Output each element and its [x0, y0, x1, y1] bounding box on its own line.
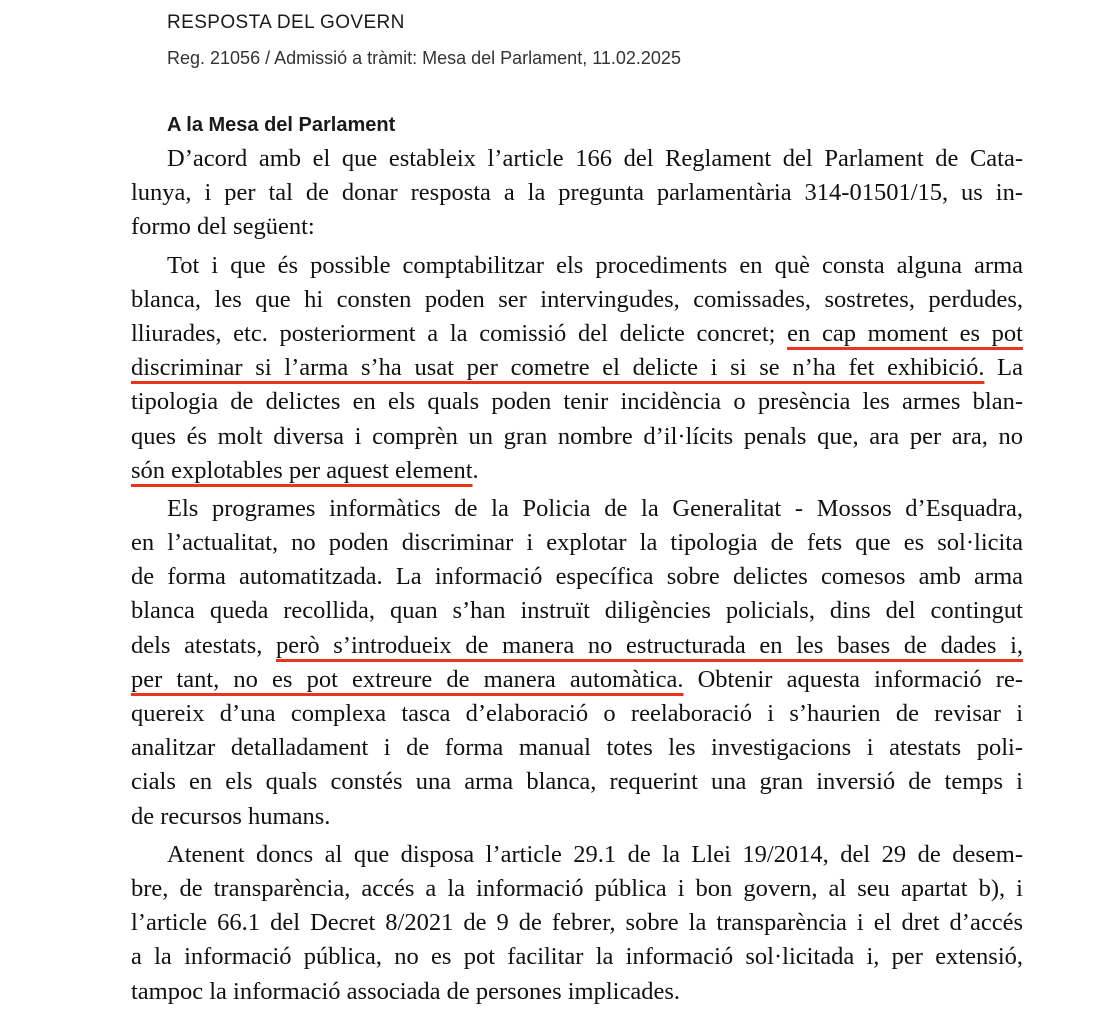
highlighted-text: en cap moment es pot [787, 319, 1023, 347]
paragraph-1 [131, 142, 1023, 245]
text-line [131, 351, 1023, 385]
text-line: tipologia de delictes en els quals poden tenir incidència o presència les armes blan- [131, 388, 1023, 416]
text-line [131, 317, 1023, 351]
text-line: Tot i que és possible comptabilitzar els procediments en què consta alguna arma [167, 251, 1023, 279]
text-line: en l’actualitat, no poden discriminar i explotar la tipologia de fets que es sol·licita [131, 529, 1023, 557]
registration-line: Reg. 21056 / Admissió a tràmit: Mesa del Parlament, 11.02.2025 [167, 48, 681, 68]
highlighted-text: per tant, no es pot extreure de manera automàtica. [131, 665, 684, 693]
text-line: analitzar detalladament i de forma manual totes les investigacions i atestats poli- [131, 734, 1023, 762]
paragraph-4 [131, 838, 1023, 1009]
highlighted-text: però s’introdueix de manera no estructurada en les bases de dades i, [276, 631, 1023, 659]
text-line: Els programes informàtics de la Policia de la Generalitat - Mossos d’Esquadra, [167, 494, 1023, 522]
paragraph-2 [131, 249, 1023, 488]
text-line: formo del següent: [131, 213, 315, 241]
text-line: de forma automatitzada. La informació específica sobre delictes comesos amb arma [131, 563, 1023, 591]
paragraph-3 [131, 492, 1023, 834]
text-segment: . [472, 456, 479, 484]
text-segment: lliurades, etc. posteriorment a la comissió del delicte concret; [131, 319, 788, 347]
text-line [131, 454, 1023, 488]
text-line: a la informació pública, no es pot facilitar la informació sol·licitada i, per extensió, [131, 943, 1023, 971]
text-line: de recursos humans. [131, 802, 331, 830]
document-body [131, 142, 1023, 1013]
highlighted-text: són explotables per aquest element [131, 456, 473, 484]
text-segment: Obtenir aquesta informació re- [683, 665, 1023, 693]
text-line: lunya, i per tal de donar resposta a la pregunta parlamentària 314-01501/15, us in- [131, 179, 1023, 207]
salutation-heading: A la Mesa del Parlament [167, 114, 396, 136]
text-line: blanca, les que hi consten poden ser intervingudes, comissades, sostretes, perdudes, [131, 285, 1023, 313]
text-line [131, 629, 1023, 663]
document-section-title: RESPOSTA DEL GOVERN [167, 12, 405, 33]
text-line: bre, de transparència, accés a la informació pública i bon govern, al seu apartat b), i [131, 874, 1023, 902]
text-line: blanca queda recollida, quan s’han instruït diligències policials, dins del contingut [131, 597, 1023, 625]
text-line: ques és molt diversa i comprèn un gran nombre d’il·lícits penals que, ara per ara, no [131, 422, 1023, 450]
text-segment: dels atestats, [131, 631, 277, 659]
text-line: Atenent doncs al que disposa l’article 29.1 de la Llei 19/2014, del 29 de desem- [167, 840, 1023, 868]
text-line: quereix d’una complexa tasca d’elaboració o reelaboració i s’haurien de revisar i [131, 700, 1023, 727]
text-line: l’article 66.1 del Decret 8/2021 de 9 de febrer, sobre la transparència i el dret d’accés [131, 909, 1023, 937]
text-segment: La [984, 354, 1024, 382]
text-line [131, 663, 1023, 697]
text-line: D’acord amb el que estableix l’article 166 del Reglament del Parlament de Cata- [167, 145, 1023, 172]
text-line: tampoc la informació associada de persones implicades. [131, 977, 681, 1005]
highlighted-text: discriminar si l’arma s’ha usat per cometre el delicte i si se n’ha fet exhibició. [131, 354, 985, 382]
text-line: cials en els quals constés una arma blanca, requerint una gran inversió de temps i [131, 768, 1023, 796]
